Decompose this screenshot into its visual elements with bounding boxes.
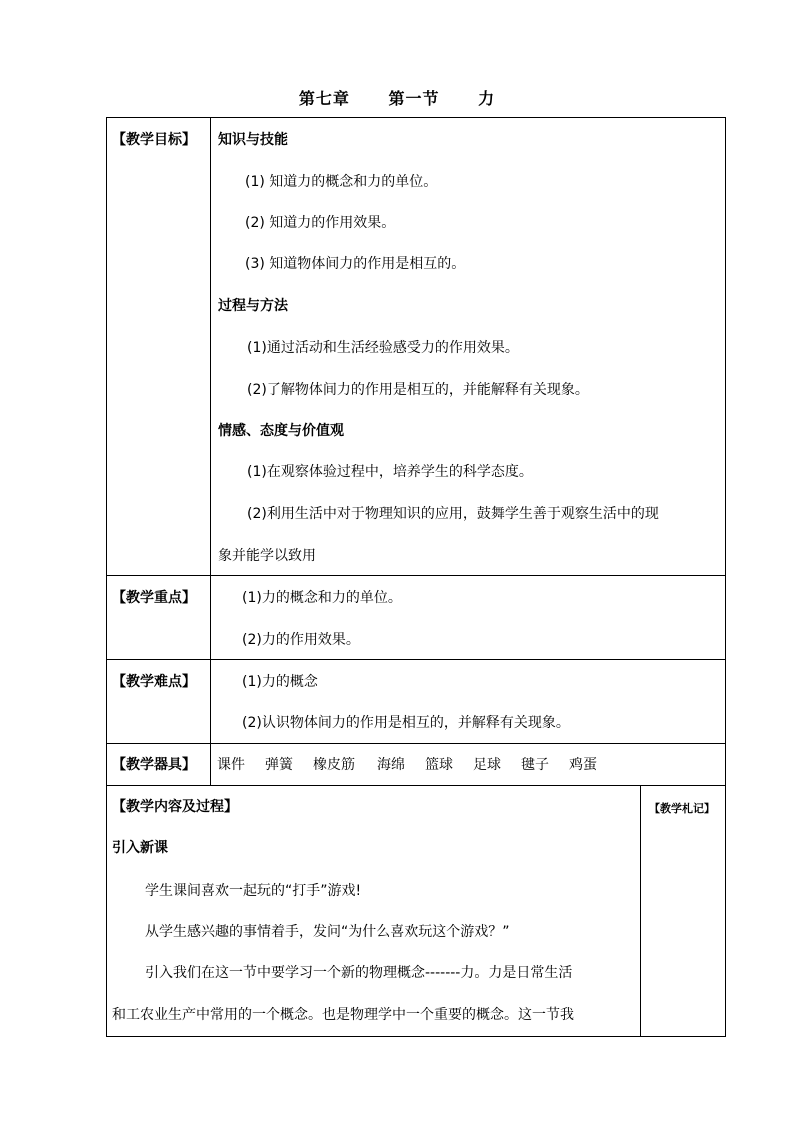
key-points-label: 【教学重点】 <box>112 590 196 606</box>
page-title <box>0 86 794 109</box>
knowledge-item: (2) 知道力的作用效果。 <box>245 215 396 231</box>
equipment-item: 课件 <box>217 757 245 773</box>
topic-title: 力 <box>478 89 496 108</box>
process-label: 【教学内容及过程】 <box>112 799 238 815</box>
difficulty-item: (1)力的概念 <box>242 674 318 690</box>
chapter-title: 第七章 <box>298 89 350 108</box>
row-divider <box>106 659 726 660</box>
content-paragraph: 引入我们在这一节中要学习一个新的物理概念-------力。力是日常生活 <box>145 965 573 981</box>
process-heading: 过程与方法 <box>218 298 288 314</box>
difficulties-label: 【教学难点】 <box>112 674 196 690</box>
equipment-item: 毽子 <box>521 757 549 773</box>
content-paragraph: 从学生感兴趣的事情着手，发问“为什么喜欢玩这个游戏？” <box>145 924 510 940</box>
knowledge-item: (1) 知道力的概念和力的单位。 <box>245 174 438 190</box>
equipment-item: 海绵 <box>377 757 405 773</box>
difficulty-item: (2)认识物体间力的作用是相互的，并解释有关现象。 <box>242 715 570 731</box>
key-point-item: (2)力的作用效果。 <box>242 632 360 648</box>
intro-heading: 引入新课 <box>112 840 168 856</box>
equipment-item: 篮球 <box>425 757 453 773</box>
row-divider <box>106 575 726 576</box>
process-item: (1)通过活动和生活经验感受力的作用效果。 <box>247 340 519 356</box>
equipment-item: 橡皮筋 <box>313 757 355 773</box>
equipment-label: 【教学器具】 <box>112 757 196 773</box>
content-paragraph: 和工农业生产中常用的一个概念。也是物理学中一个重要的概念。这一节我 <box>112 1007 574 1023</box>
emotion-item: (1)在观察体验过程中，培养学生的科学态度。 <box>247 464 533 480</box>
content-paragraph: 学生课间喜欢一起玩的“打手”游戏! <box>145 883 362 899</box>
equipment-item: 弹簧 <box>265 757 293 773</box>
notes-label: 【教学札记】 <box>649 802 715 815</box>
process-item: (2)了解物体间力的作用是相互的，并能解释有关现象。 <box>247 382 589 398</box>
column-divider <box>210 117 211 785</box>
emotion-item: (2)利用生活中对于物理知识的应用，鼓舞学生善于观察生活中的现 <box>247 506 659 522</box>
goals-label: 【教学目标】 <box>112 132 196 148</box>
emotion-heading: 情感、态度与价值观 <box>218 423 344 439</box>
section-title: 第一节 <box>388 89 440 108</box>
row-divider <box>106 743 726 744</box>
row-divider <box>106 785 726 786</box>
equipment-item: 足球 <box>473 757 501 773</box>
knowledge-item: (3) 知道物体间力的作用是相互的。 <box>245 256 466 272</box>
column-divider <box>640 785 641 1037</box>
key-point-item: (1)力的概念和力的单位。 <box>242 590 402 606</box>
knowledge-heading: 知识与技能 <box>218 132 288 148</box>
emotion-item: 象并能学以致用 <box>218 548 316 564</box>
equipment-item: 鸡蛋 <box>569 757 597 773</box>
